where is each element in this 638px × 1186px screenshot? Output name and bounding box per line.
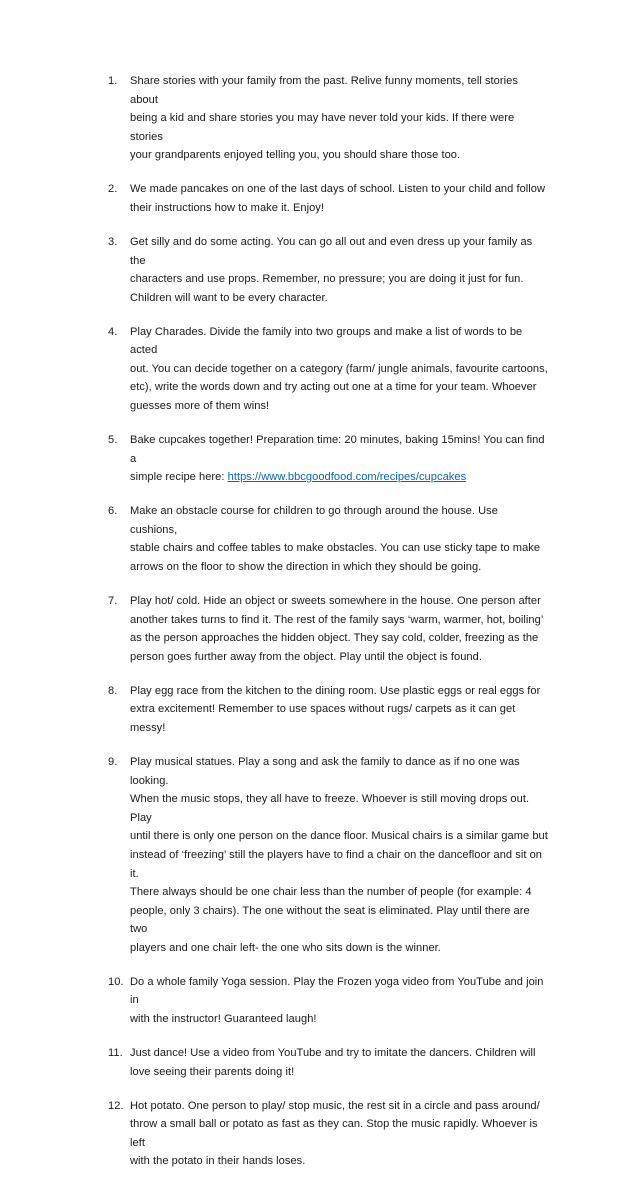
item-number: 12.: [108, 1099, 124, 1112]
activity-list: [108, 72, 548, 1186]
item-text: Share stories with your family from the past. Relive funny moments, tell stories about being a kid and share stories you may have never told your kids. If there were stories your grandparents enjoyed telling you, you should share those too.: [130, 75, 518, 162]
item-number: 10.: [108, 975, 124, 988]
item-number: 4.: [108, 325, 118, 338]
item-number: 1.: [108, 75, 118, 87]
item-number: 11.: [108, 1047, 123, 1060]
item-text: Make an obstacle course for children to go through around the house. Use cushions, stable chairs and coffee tables to make obstacles. You can use sticky tape to make arrows on the floor to show the direction in which they should be going.: [130, 505, 541, 574]
item-text: We made pancakes on one of the last days of school. Listen to your child and follow their instructions how to make it. Enjoy!: [130, 183, 546, 214]
item-number: 7.: [108, 595, 118, 607]
list-item: [108, 431, 548, 487]
cupcake-recipe-link[interactable]: https://www.bbcgoodfood.com/recipes/cupcakes: [227, 471, 467, 484]
item-text: Play Charades. Divide the family into two groups and make a list of words to be acted out. You can decide together on a category (farm/ jungle animals, favourite cartoons, etc), write the words down and try acting out one at a time for your team. Whoever guesses more of them wins!: [130, 325, 548, 413]
item-number: 9.: [108, 755, 118, 768]
list-item: [108, 72, 548, 165]
item-text: Do a whole family Yoga session. Play the Frozen yoga video from YouTube and join in with the instructor! Guaranteed laugh!: [130, 975, 544, 1026]
item-text: Get silly and do some acting. You can go all out and even dress up your family as the characters and use props. Remember, no pressure; you are doing it just for fun. Children will want to be every character.: [130, 235, 533, 304]
list-item: [108, 233, 548, 307]
item-number: 8.: [108, 684, 118, 697]
list-item: [108, 180, 548, 217]
item-text: Hot potato. One person to play/ stop music, the rest sit in a circle and pass around/ throw a small ball or potato as fast as they can. Stop the music rapidly. Whoever is left with the potato in their hands loses.: [130, 1099, 540, 1168]
item-number: 3.: [108, 235, 118, 248]
list-item: [108, 502, 548, 576]
list-item: [108, 1097, 548, 1171]
item-number: 5.: [108, 434, 118, 447]
item-text: Play musical statues. Play a song and ask the family to dance as if no one was looking. When the music stops, they all have to freeze. Whoever is still moving drops out. Play until there is only one person on the dance floor. Musical chairs is a similar game but instead of ‘freezing’ still the players have to find a chair on the dancefloor and sit on it. There always should be one chair less than the number of people (for example: 4 people, only 3 chairs). The one without the seat is eliminated. Play until there are two players and one chair left- the one who sits down is the winner.: [130, 755, 548, 954]
item-number: 2.: [108, 183, 118, 196]
list-item: [108, 973, 548, 1029]
item-text: Play egg race from the kitchen to the dining room. Use plastic eggs or real eggs for extra excitement! Remember to use spaces without rugs/ carpets as it can get messy!: [130, 684, 541, 734]
item-text: Play hot/ cold. Hide an object or sweets somewhere in the house. One person after another takes turns to find it. The rest of the family says ‘warm, warmer, hot, boiling’ as the person approaches the hidden object. They say cold, colder, freezing as the person goes further away from the object. Play until the object is found.: [130, 595, 544, 663]
list-item: [108, 323, 548, 416]
list-item: [108, 592, 548, 666]
list-item: [108, 682, 548, 738]
list-item: [108, 1044, 548, 1081]
item-text: Just dance! Use a video from YouTube and try to imitate the dancers. Children will love seeing their parents doing it!: [130, 1047, 536, 1078]
item-number: 6.: [108, 505, 118, 518]
list-item: [108, 753, 548, 958]
item-text: Bake cupcakes together! Preparation time: 20 minutes, baking 15mins! You can find a simple recipe here:: [130, 434, 545, 484]
